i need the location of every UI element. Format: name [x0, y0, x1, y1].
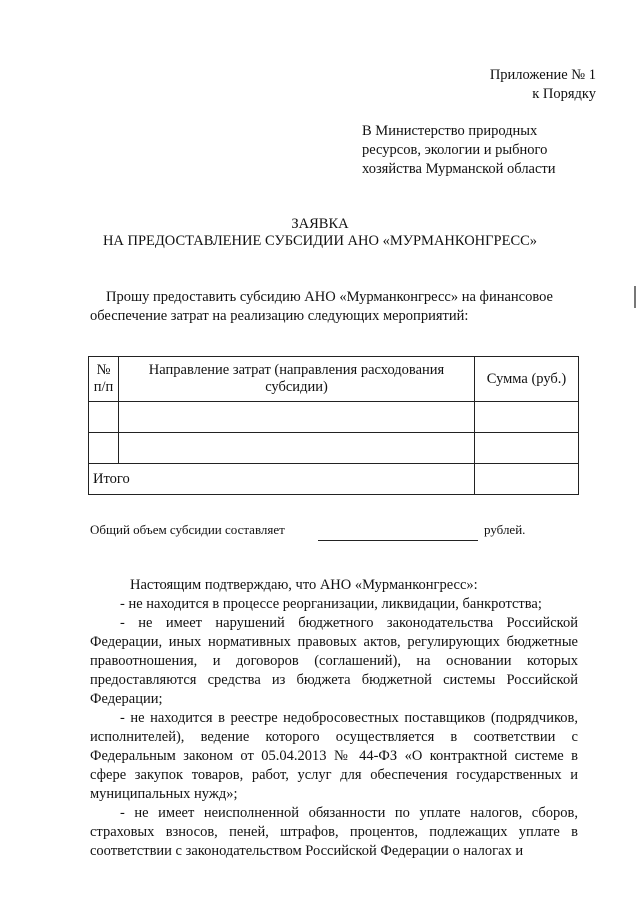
- header-num: № п/п: [89, 357, 119, 402]
- costs-table: [88, 356, 579, 495]
- table-cell[interactable]: [89, 402, 119, 433]
- subsidy-total-label: Общий объем субсидии составляет: [90, 522, 285, 537]
- table-row: [89, 433, 579, 464]
- subsidy-amount-blank[interactable]: [318, 540, 478, 541]
- confirmation-item-2: - не имеет нарушений бюджетного законодательства Российской Федерации, иных нормативных правовых актов, регулирующих бюджетные правоотношения, и договоров (соглашений), на основании которых предоставляются средства из бюджета бюджетной системы Российской Федерации;: [90, 615, 578, 707]
- annex-number: Приложение № 1: [489, 67, 596, 83]
- title-line-1: ЗАЯВКА: [291, 216, 349, 232]
- intro-line-2: обеспечение затрат на реализацию следующих мероприятий:: [90, 308, 469, 324]
- table-row: [89, 402, 579, 433]
- intro-line-1: Прошу предоставить субсидию АНО «Мурманконгресс» на финансовое: [106, 289, 553, 305]
- confirmation-item-3: - не находится в реестре недобросовестных поставщиков (подрядчиков, исполнителей), ведение которого осуществляется в соответствии с Федеральным законом от 05.04.2013 № 44-ФЗ «О контрактной системе в сфере закупок товаров, работ, услуг для обеспечения государственных и муниципальных нужд»;: [90, 710, 578, 802]
- confirmation-block: [90, 576, 578, 861]
- header-sum: Сумма (руб.): [475, 357, 579, 402]
- annex-order: к Порядку: [532, 86, 596, 102]
- annex-reference: [490, 66, 596, 104]
- total-label: Итого: [89, 464, 475, 495]
- addressee-line-3: хозяйства Мурманской области: [362, 161, 556, 177]
- subsidy-total-line: [90, 522, 560, 538]
- header-direction: Направление затрат (направления расходования субсидии): [119, 357, 475, 402]
- table-cell[interactable]: [119, 433, 475, 464]
- document-title: [0, 216, 640, 250]
- addressee-line-1: В Министерство природных: [362, 123, 538, 139]
- table-cell[interactable]: [475, 402, 579, 433]
- table-cell[interactable]: [119, 402, 475, 433]
- table-cell[interactable]: [475, 433, 579, 464]
- confirmation-item-4: - не имеет неисполненной обязанности по уплате налогов, сборов, страховых взносов, пеней, штрафов, процентов, подлежащих уплате в соответствии с законодательством Российской Федерации о налогах и: [90, 805, 578, 859]
- confirmation-intro: Настоящим подтверждаю, что АНО «Мурманконгресс»:: [130, 577, 478, 593]
- addressee-line-2: ресурсов, экологии и рыбного: [362, 142, 548, 158]
- table-cell[interactable]: [89, 433, 119, 464]
- subsidy-unit: рублей.: [484, 522, 526, 537]
- confirmation-item-1: - не находится в процессе реорганизации, ликвидации, банкротства;: [120, 596, 542, 612]
- table-total-row: [89, 464, 579, 495]
- table-header-row: [89, 357, 579, 402]
- scan-artifact: [634, 286, 636, 308]
- total-sum-cell[interactable]: [475, 464, 579, 495]
- addressee-block: [362, 122, 602, 179]
- title-line-2: НА ПРЕДОСТАВЛЕНИЕ СУБСИДИИ АНО «МУРМАНКОНГРЕСС»: [102, 233, 538, 249]
- request-intro: [90, 288, 580, 326]
